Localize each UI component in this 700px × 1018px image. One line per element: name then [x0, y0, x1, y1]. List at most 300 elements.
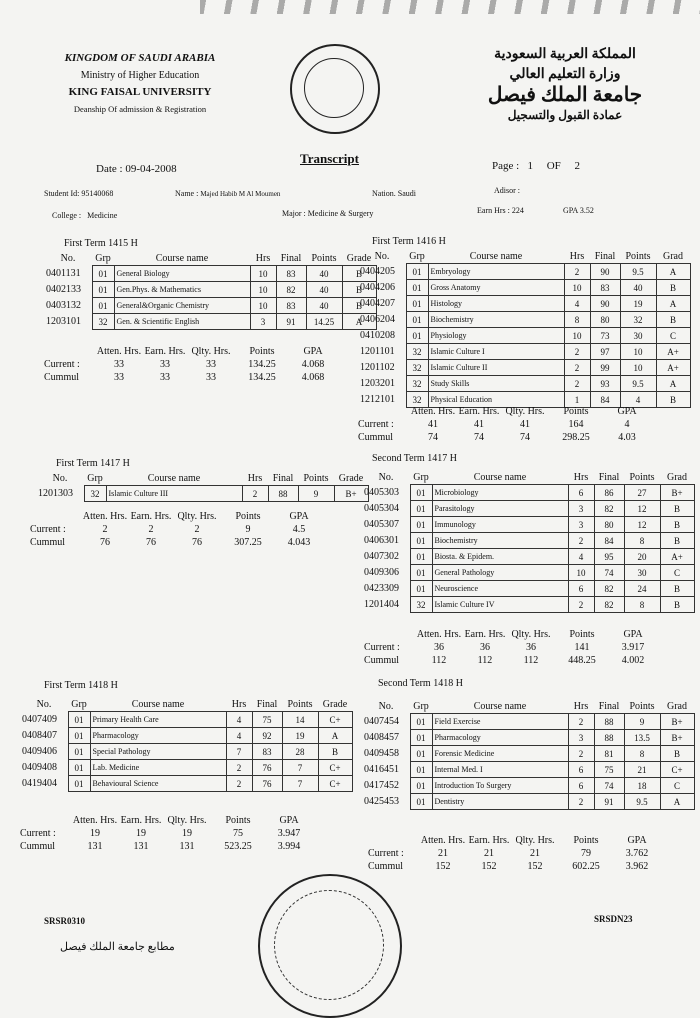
table-cell: 82	[594, 597, 624, 613]
table-cell: 9	[298, 486, 334, 502]
table-cell: 10	[620, 360, 656, 376]
column-header: No.	[378, 471, 394, 483]
term-course-table	[358, 249, 691, 408]
table-row	[362, 533, 694, 549]
table-cell: 9.5	[620, 376, 656, 392]
table-cell: 0416451	[364, 764, 399, 775]
table-row	[362, 581, 694, 597]
summary-cell: 33	[160, 359, 170, 370]
summary-cell: 33	[114, 359, 124, 370]
table-cell: 7	[282, 776, 318, 792]
table-cell: 0425453	[364, 796, 399, 807]
table-cell: 28	[282, 744, 318, 760]
table-cell: Forensic Medicine	[432, 746, 568, 762]
table-cell: Physical Education	[428, 392, 564, 408]
table-cell: General Pathology	[432, 565, 568, 581]
table-cell: 9	[624, 714, 660, 730]
table-cell: 0405307	[364, 519, 399, 530]
table-cell: 01	[410, 762, 432, 778]
table-cell: B+	[660, 714, 694, 730]
table-cell: 14.25	[306, 314, 342, 330]
column-header: Points	[287, 698, 313, 710]
table-cell: A+	[656, 360, 690, 376]
summary-cell: 3.962	[625, 861, 649, 872]
table-cell: 01	[410, 794, 432, 810]
summary-cell: 33	[206, 359, 216, 370]
summary-cell: 2	[148, 524, 154, 535]
table-cell: 0408457	[364, 732, 399, 743]
summary-cell: Points	[563, 406, 589, 417]
column-header: Grade	[346, 252, 372, 264]
form-code-right: SRSDN23	[594, 914, 633, 924]
column-header: Grp	[87, 472, 103, 484]
table-cell: 7	[226, 744, 252, 760]
summary-header-row	[30, 510, 322, 523]
summary-cell: 76	[146, 537, 156, 548]
table-row	[362, 778, 694, 794]
summary-cell: 75	[233, 828, 243, 839]
table-cell: 40	[306, 282, 342, 298]
table-cell: 7	[282, 760, 318, 776]
table-cell: 2	[568, 597, 594, 613]
table-cell: 18	[624, 778, 660, 794]
table-cell: 40	[306, 298, 342, 314]
summary-cell: 152	[435, 861, 451, 872]
table-row	[20, 728, 352, 744]
deanship-name: Deanship Of admission & Registration	[73, 104, 207, 114]
table-cell: B+	[660, 730, 694, 746]
table-cell: 20	[624, 549, 660, 565]
table-cell: 91	[276, 314, 306, 330]
table-cell: 2	[568, 794, 594, 810]
table-row	[358, 360, 690, 376]
table-cell: 12	[624, 501, 660, 517]
table-cell: 0419404	[22, 778, 57, 789]
table-cell: 01	[410, 778, 432, 794]
table-cell: 30	[620, 328, 656, 344]
term-course-table	[44, 251, 377, 330]
table-cell: 27	[624, 485, 660, 501]
column-header: Final	[256, 698, 278, 710]
summary-cell: Cummul	[44, 372, 80, 383]
summary-cumulative-row	[368, 860, 660, 873]
summary-cell: GPA	[303, 346, 323, 357]
column-header: Final	[280, 252, 302, 264]
table-cell: Pharmacology	[90, 728, 226, 744]
table-cell: 40	[306, 266, 342, 282]
table-cell: Special Pathology	[90, 744, 226, 760]
summary-cell: 523.25	[224, 841, 252, 852]
table-cell: C+	[318, 776, 352, 792]
official-stamp	[258, 874, 402, 1018]
ministry-name-ar: وزارة التعليم العالي	[509, 67, 621, 82]
table-cell: A	[660, 794, 694, 810]
column-header: Grp	[409, 250, 425, 262]
summary-cell: Cummul	[30, 537, 66, 548]
table-cell: 2	[568, 714, 594, 730]
summary-cell: 4.068	[301, 372, 325, 383]
table-cell: 80	[590, 312, 620, 328]
summary-cell: 19	[90, 828, 100, 839]
table-cell: 32	[406, 344, 428, 360]
university-name-ar: جامعة الملك فيصل	[487, 84, 643, 106]
table-cell: 0417452	[364, 780, 399, 791]
summary-cell: 3.917	[621, 642, 645, 653]
table-row	[20, 744, 352, 760]
scan-artifact	[200, 0, 700, 14]
table-cell: Biochemistry	[428, 312, 564, 328]
table-cell: B	[660, 517, 694, 533]
table-cell: 01	[92, 282, 114, 298]
table-cell: 10	[250, 266, 276, 282]
column-header: Hrs	[573, 471, 589, 483]
column-header: Points	[303, 472, 329, 484]
table-cell: 32	[410, 597, 432, 613]
table-cell: A	[318, 728, 352, 744]
table-cell: Pharmacology	[432, 730, 568, 746]
table-cell: 01	[68, 744, 90, 760]
table-cell: 1201404	[364, 599, 399, 610]
table-cell: B	[660, 533, 694, 549]
summary-cell: 4.068	[301, 359, 325, 370]
table-cell: 10	[564, 280, 590, 296]
table-cell: 1	[564, 392, 590, 408]
summary-cell: Points	[573, 835, 599, 846]
kingdom-name-ar: المملكة العربية السعودية	[494, 47, 636, 62]
table-cell: 0405304	[364, 503, 399, 514]
table-cell: Histology	[428, 296, 564, 312]
table-row	[44, 266, 376, 282]
student-advisor: Adisor :	[494, 186, 520, 195]
summary-cell: 33	[160, 372, 170, 383]
table-cell: Immunology	[432, 517, 568, 533]
summary-cell: 3.994	[277, 841, 301, 852]
summary-cell: 4	[624, 419, 630, 430]
table-cell: A	[656, 376, 690, 392]
table-cell: C+	[318, 760, 352, 776]
table-cell: 6	[568, 778, 594, 794]
table-cell: 0409406	[22, 746, 57, 757]
column-header: Course name	[473, 700, 527, 712]
header-english	[40, 50, 240, 118]
table-cell: C	[656, 328, 690, 344]
summary-cumulative-row	[30, 536, 322, 549]
summary-cell: Qlty. Hrs.	[511, 629, 551, 640]
summary-cell: Current :	[44, 359, 80, 370]
column-header: No.	[36, 698, 52, 710]
table-cell: 01	[406, 328, 428, 344]
summary-cell: 152	[481, 861, 497, 872]
student-major: Major : Medicine & Surgery	[282, 209, 374, 218]
summary-cell: Qlty. Hrs.	[191, 346, 231, 357]
table-cell: General&Organic Chemistry	[114, 298, 250, 314]
table-cell: 6	[568, 485, 594, 501]
student-college: College : Medicine	[52, 211, 118, 220]
table-cell: 90	[590, 296, 620, 312]
table-cell: 01	[68, 728, 90, 744]
table-cell: 2	[564, 264, 590, 280]
table-cell: 0407302	[364, 551, 399, 562]
summary-cell: 21	[484, 848, 494, 859]
table-cell: 01	[68, 760, 90, 776]
table-cell: A	[656, 296, 690, 312]
table-cell: 75	[594, 762, 624, 778]
table-cell: B+	[660, 485, 694, 501]
summary-cell: 21	[438, 848, 448, 859]
deanship-name-ar: عمادة القبول والتسجيل	[507, 108, 623, 122]
table-row	[358, 296, 690, 312]
table-cell: 6	[568, 762, 594, 778]
column-header: No.	[60, 252, 76, 264]
table-cell: 1203201	[360, 378, 395, 389]
term-title: First Term 1415 H	[64, 238, 138, 249]
column-header: Points	[625, 250, 651, 262]
university-seal-logo	[290, 44, 380, 134]
summary-cell: GPA	[289, 511, 309, 522]
table-cell: 0406204	[360, 314, 395, 325]
table-row	[20, 712, 352, 728]
column-header: No.	[52, 472, 68, 484]
table-cell: 76	[252, 776, 282, 792]
summary-cell: 152	[527, 861, 543, 872]
summary-cell: Earn. Hrs.	[130, 511, 172, 522]
summary-cell: Earn. Hrs.	[120, 815, 162, 826]
column-header: Final	[598, 471, 620, 483]
table-cell: 2	[564, 360, 590, 376]
summary-cell: 74	[474, 432, 484, 443]
table-cell: 13.5	[624, 730, 660, 746]
term-title: First Term 1416 H	[372, 236, 446, 247]
column-header: Points	[629, 471, 655, 483]
table-cell: 1201101	[360, 346, 395, 357]
table-cell: 88	[594, 730, 624, 746]
summary-cell: GPA	[623, 629, 643, 640]
table-cell: 10	[564, 328, 590, 344]
table-cell: 0404205	[360, 266, 395, 277]
table-row	[358, 264, 690, 280]
table-cell: 82	[276, 282, 306, 298]
summary-cell: Points	[249, 346, 275, 357]
table-row	[362, 730, 694, 746]
table-cell: 01	[410, 714, 432, 730]
table-cell: Study Skills	[428, 376, 564, 392]
summary-cell: 3.947	[277, 828, 301, 839]
summary-cell: GPA	[627, 835, 647, 846]
table-cell: 73	[590, 328, 620, 344]
table-cell: 83	[590, 280, 620, 296]
table-cell: 0405303	[364, 487, 399, 498]
table-cell: 01	[406, 264, 428, 280]
summary-cell: 112	[477, 655, 493, 666]
summary-cell: 2	[194, 524, 200, 535]
table-cell: 82	[594, 501, 624, 517]
table-cell: 32	[406, 376, 428, 392]
table-cell: 4	[620, 392, 656, 408]
table-cell: Introduction To Surgery	[432, 778, 568, 794]
column-header: Hrs	[573, 700, 589, 712]
summary-cell: Points	[569, 629, 595, 640]
table-cell: 0409408	[22, 762, 57, 773]
column-header: Hrs	[255, 252, 271, 264]
table-cell: B	[660, 746, 694, 762]
university-name: KING FAISAL UNIVERSITY	[68, 86, 212, 98]
summary-cell: Atten. Hrs.	[72, 815, 118, 826]
student-nation: Nation. Saudi	[372, 189, 417, 198]
table-cell: 14	[282, 712, 318, 728]
kingdom-name: KINGDOM OF SAUDI ARABIA	[64, 52, 216, 64]
table-row	[362, 485, 694, 501]
table-cell: Lab. Medicine	[90, 760, 226, 776]
summary-cell: 298.25	[562, 432, 590, 443]
summary-cell: 4.5	[292, 524, 306, 535]
table-cell: Embryology	[428, 264, 564, 280]
table-header-row	[20, 697, 352, 712]
summary-header-row	[364, 628, 656, 641]
table-cell: A	[342, 314, 376, 330]
table-cell: 93	[590, 376, 620, 392]
column-header: Course name	[131, 698, 185, 710]
summary-cell: Qlty. Hrs.	[177, 511, 217, 522]
table-row	[44, 282, 376, 298]
summary-current-row	[364, 641, 656, 654]
summary-cell: 112	[431, 655, 447, 666]
table-row	[20, 776, 352, 792]
column-header: Final	[272, 472, 294, 484]
summary-cell: 36	[526, 642, 536, 653]
term-summary	[44, 345, 336, 384]
table-cell: 21	[624, 762, 660, 778]
table-cell: 99	[590, 360, 620, 376]
term-summary	[368, 834, 660, 873]
summary-cell: 74	[428, 432, 438, 443]
table-cell: 8	[564, 312, 590, 328]
column-header: Course name	[147, 472, 201, 484]
table-cell: Dentistry	[432, 794, 568, 810]
table-cell: B	[660, 597, 694, 613]
summary-cell: Cummul	[368, 861, 404, 872]
summary-cell: Qlty. Hrs.	[515, 835, 555, 846]
table-cell: 01	[410, 730, 432, 746]
table-cell: 97	[590, 344, 620, 360]
table-cell: 8	[624, 746, 660, 762]
table-row	[362, 762, 694, 778]
table-cell: 84	[594, 533, 624, 549]
table-cell: 30	[624, 565, 660, 581]
table-cell: 83	[276, 266, 306, 282]
table-cell: Parasitology	[432, 501, 568, 517]
term-title: Second Term 1418 H	[378, 678, 463, 689]
term-title: First Term 1417 H	[56, 458, 130, 469]
table-cell: B	[660, 581, 694, 597]
summary-cell: 76	[192, 537, 202, 548]
table-row	[362, 517, 694, 533]
table-cell: 3	[568, 517, 594, 533]
column-header: Hrs	[569, 250, 585, 262]
table-cell: 32	[92, 314, 114, 330]
summary-cell: 131	[87, 841, 103, 852]
table-cell: 01	[410, 746, 432, 762]
summary-cell: 2	[102, 524, 108, 535]
table-cell: Primary Health Care	[90, 712, 226, 728]
table-cell: 01	[68, 776, 90, 792]
table-cell: 88	[268, 486, 298, 502]
table-cell: Gen. & Scientific English	[114, 314, 250, 330]
summary-cell: 19	[182, 828, 192, 839]
table-cell: 01	[410, 533, 432, 549]
summary-cell: Atten. Hrs.	[82, 511, 128, 522]
column-header: Grad	[663, 250, 683, 262]
table-cell: B	[342, 266, 376, 282]
table-cell: 8	[624, 533, 660, 549]
column-header: Course name	[469, 250, 523, 262]
table-cell: Islamic Culture III	[106, 486, 242, 502]
header-arabic	[470, 45, 660, 125]
table-row	[362, 565, 694, 581]
table-cell: 2	[564, 344, 590, 360]
table-cell: B	[342, 282, 376, 298]
term-course-table	[36, 471, 369, 502]
table-cell: B+	[334, 486, 368, 502]
summary-cell: 21	[530, 848, 540, 859]
table-cell: 4	[564, 296, 590, 312]
table-row	[362, 597, 694, 613]
table-cell: 4	[226, 712, 252, 728]
page-indicator: Page : 1 OF 2	[492, 160, 581, 172]
table-cell: 3	[250, 314, 276, 330]
table-cell: 24	[624, 581, 660, 597]
summary-header-row	[368, 834, 660, 847]
summary-cell: Cummul	[20, 841, 56, 852]
column-header: Final	[598, 700, 620, 712]
student-name: Name : Majed Habib M Al Moumen	[175, 189, 281, 198]
column-header: No.	[378, 700, 394, 712]
table-cell: 95	[594, 549, 624, 565]
column-header: Grp	[95, 252, 111, 264]
table-cell: 92	[252, 728, 282, 744]
table-cell: 81	[594, 746, 624, 762]
table-cell: 32	[84, 486, 106, 502]
table-cell: 10	[620, 344, 656, 360]
table-cell: 83	[276, 298, 306, 314]
table-cell: 01	[406, 312, 428, 328]
term-course-table	[362, 470, 695, 613]
column-header: Hrs	[231, 698, 247, 710]
table-cell: 01	[92, 266, 114, 282]
summary-cell: Atten. Hrs.	[416, 629, 462, 640]
table-cell: 40	[620, 280, 656, 296]
summary-cell: 131	[179, 841, 195, 852]
summary-current-row	[368, 847, 660, 860]
table-cell: 10	[250, 298, 276, 314]
summary-cell: 79	[581, 848, 591, 859]
table-cell: 32	[620, 312, 656, 328]
table-cell: 19	[282, 728, 318, 744]
table-cell: 01	[410, 501, 432, 517]
summary-cell: 307.25	[234, 537, 262, 548]
summary-cell: 36	[480, 642, 490, 653]
table-cell: 75	[252, 712, 282, 728]
table-header-row	[36, 471, 368, 486]
table-cell: 01	[406, 280, 428, 296]
summary-cell: Points	[235, 511, 261, 522]
table-cell: 1203101	[46, 316, 81, 327]
table-cell: 1201102	[360, 362, 395, 373]
column-header: Points	[311, 252, 337, 264]
table-cell: 88	[594, 714, 624, 730]
table-cell: 8	[624, 597, 660, 613]
table-cell: 9.5	[620, 264, 656, 280]
table-cell: Behavioural Science	[90, 776, 226, 792]
